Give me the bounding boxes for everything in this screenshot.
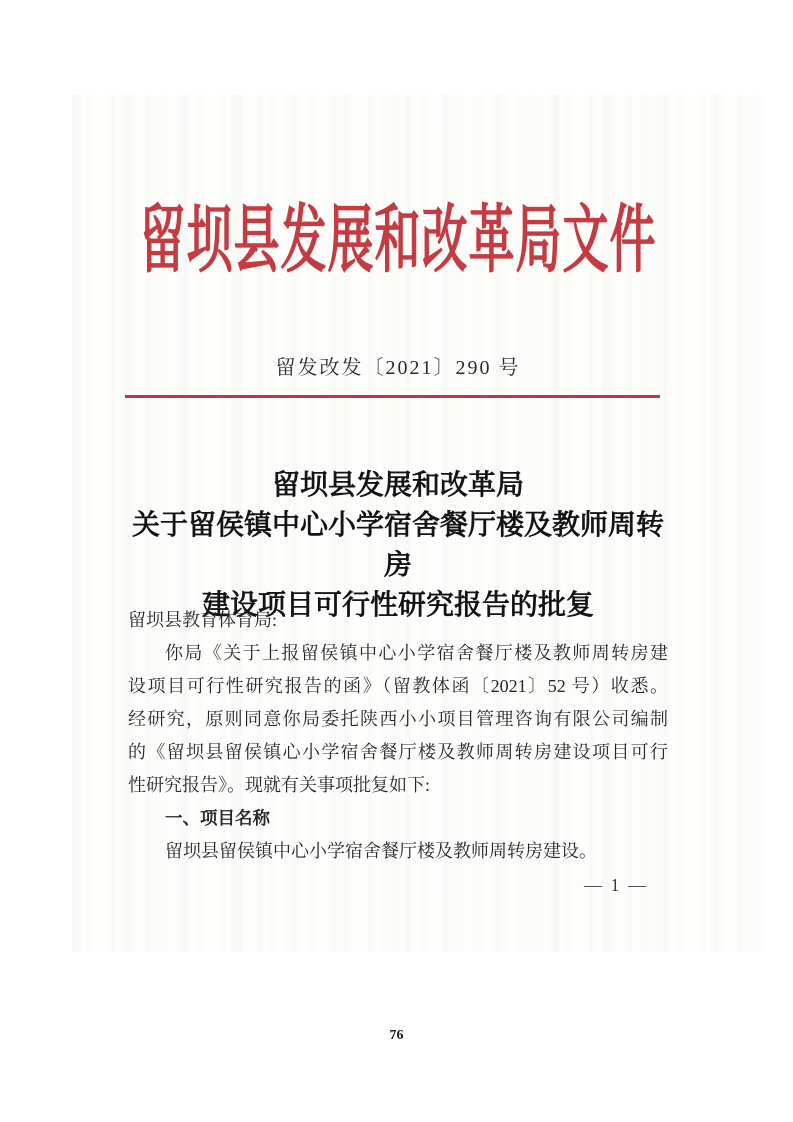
red-divider-rule: [125, 395, 660, 398]
document-title-line-2: 关于留侯镇中心小学宿舍餐厅楼及教师周转房: [131, 510, 664, 581]
scanned-sheet: [72, 95, 763, 952]
agency-letterhead-title: 留坝县发展和改革局文件: [139, 199, 657, 281]
document-title-line-1: 留坝县发展和改革局: [271, 470, 524, 501]
body-line: 的《留坝县留侯镇心小学宿舍餐厅楼及教师周转房建设项目可行: [128, 742, 668, 762]
document-title: [128, 466, 668, 626]
body-line: 你局《关于上报留侯镇中心小学宿舍餐厅楼及教师周转房建: [165, 643, 668, 663]
pdf-page-index: 76: [389, 1028, 404, 1043]
document-title-line-3: 建设项目可行性研究报告的批复: [201, 590, 594, 621]
salutation: 留坝县教育体育局:: [128, 610, 278, 630]
body-line: 性研究报告》。现就有关事项批复如下:: [128, 775, 430, 795]
sheet-page-number: — 1 —: [584, 875, 648, 895]
body-line: 设项目可行性研究报告的函》（留教体函〔2021〕52 号）收悉。: [128, 676, 668, 696]
document-body: [128, 604, 668, 868]
document-reference-number: 留发改发〔2021〕290 号: [275, 357, 521, 379]
body-line: 经研究，原则同意你局委托陕西小小项目管理咨询有限公司编制: [128, 709, 668, 729]
body-line: 留坝县留侯镇中心小学宿舍餐厅楼及教师周转房建设。: [165, 841, 597, 861]
section-heading-project-name: 一、项目名称: [165, 808, 270, 828]
